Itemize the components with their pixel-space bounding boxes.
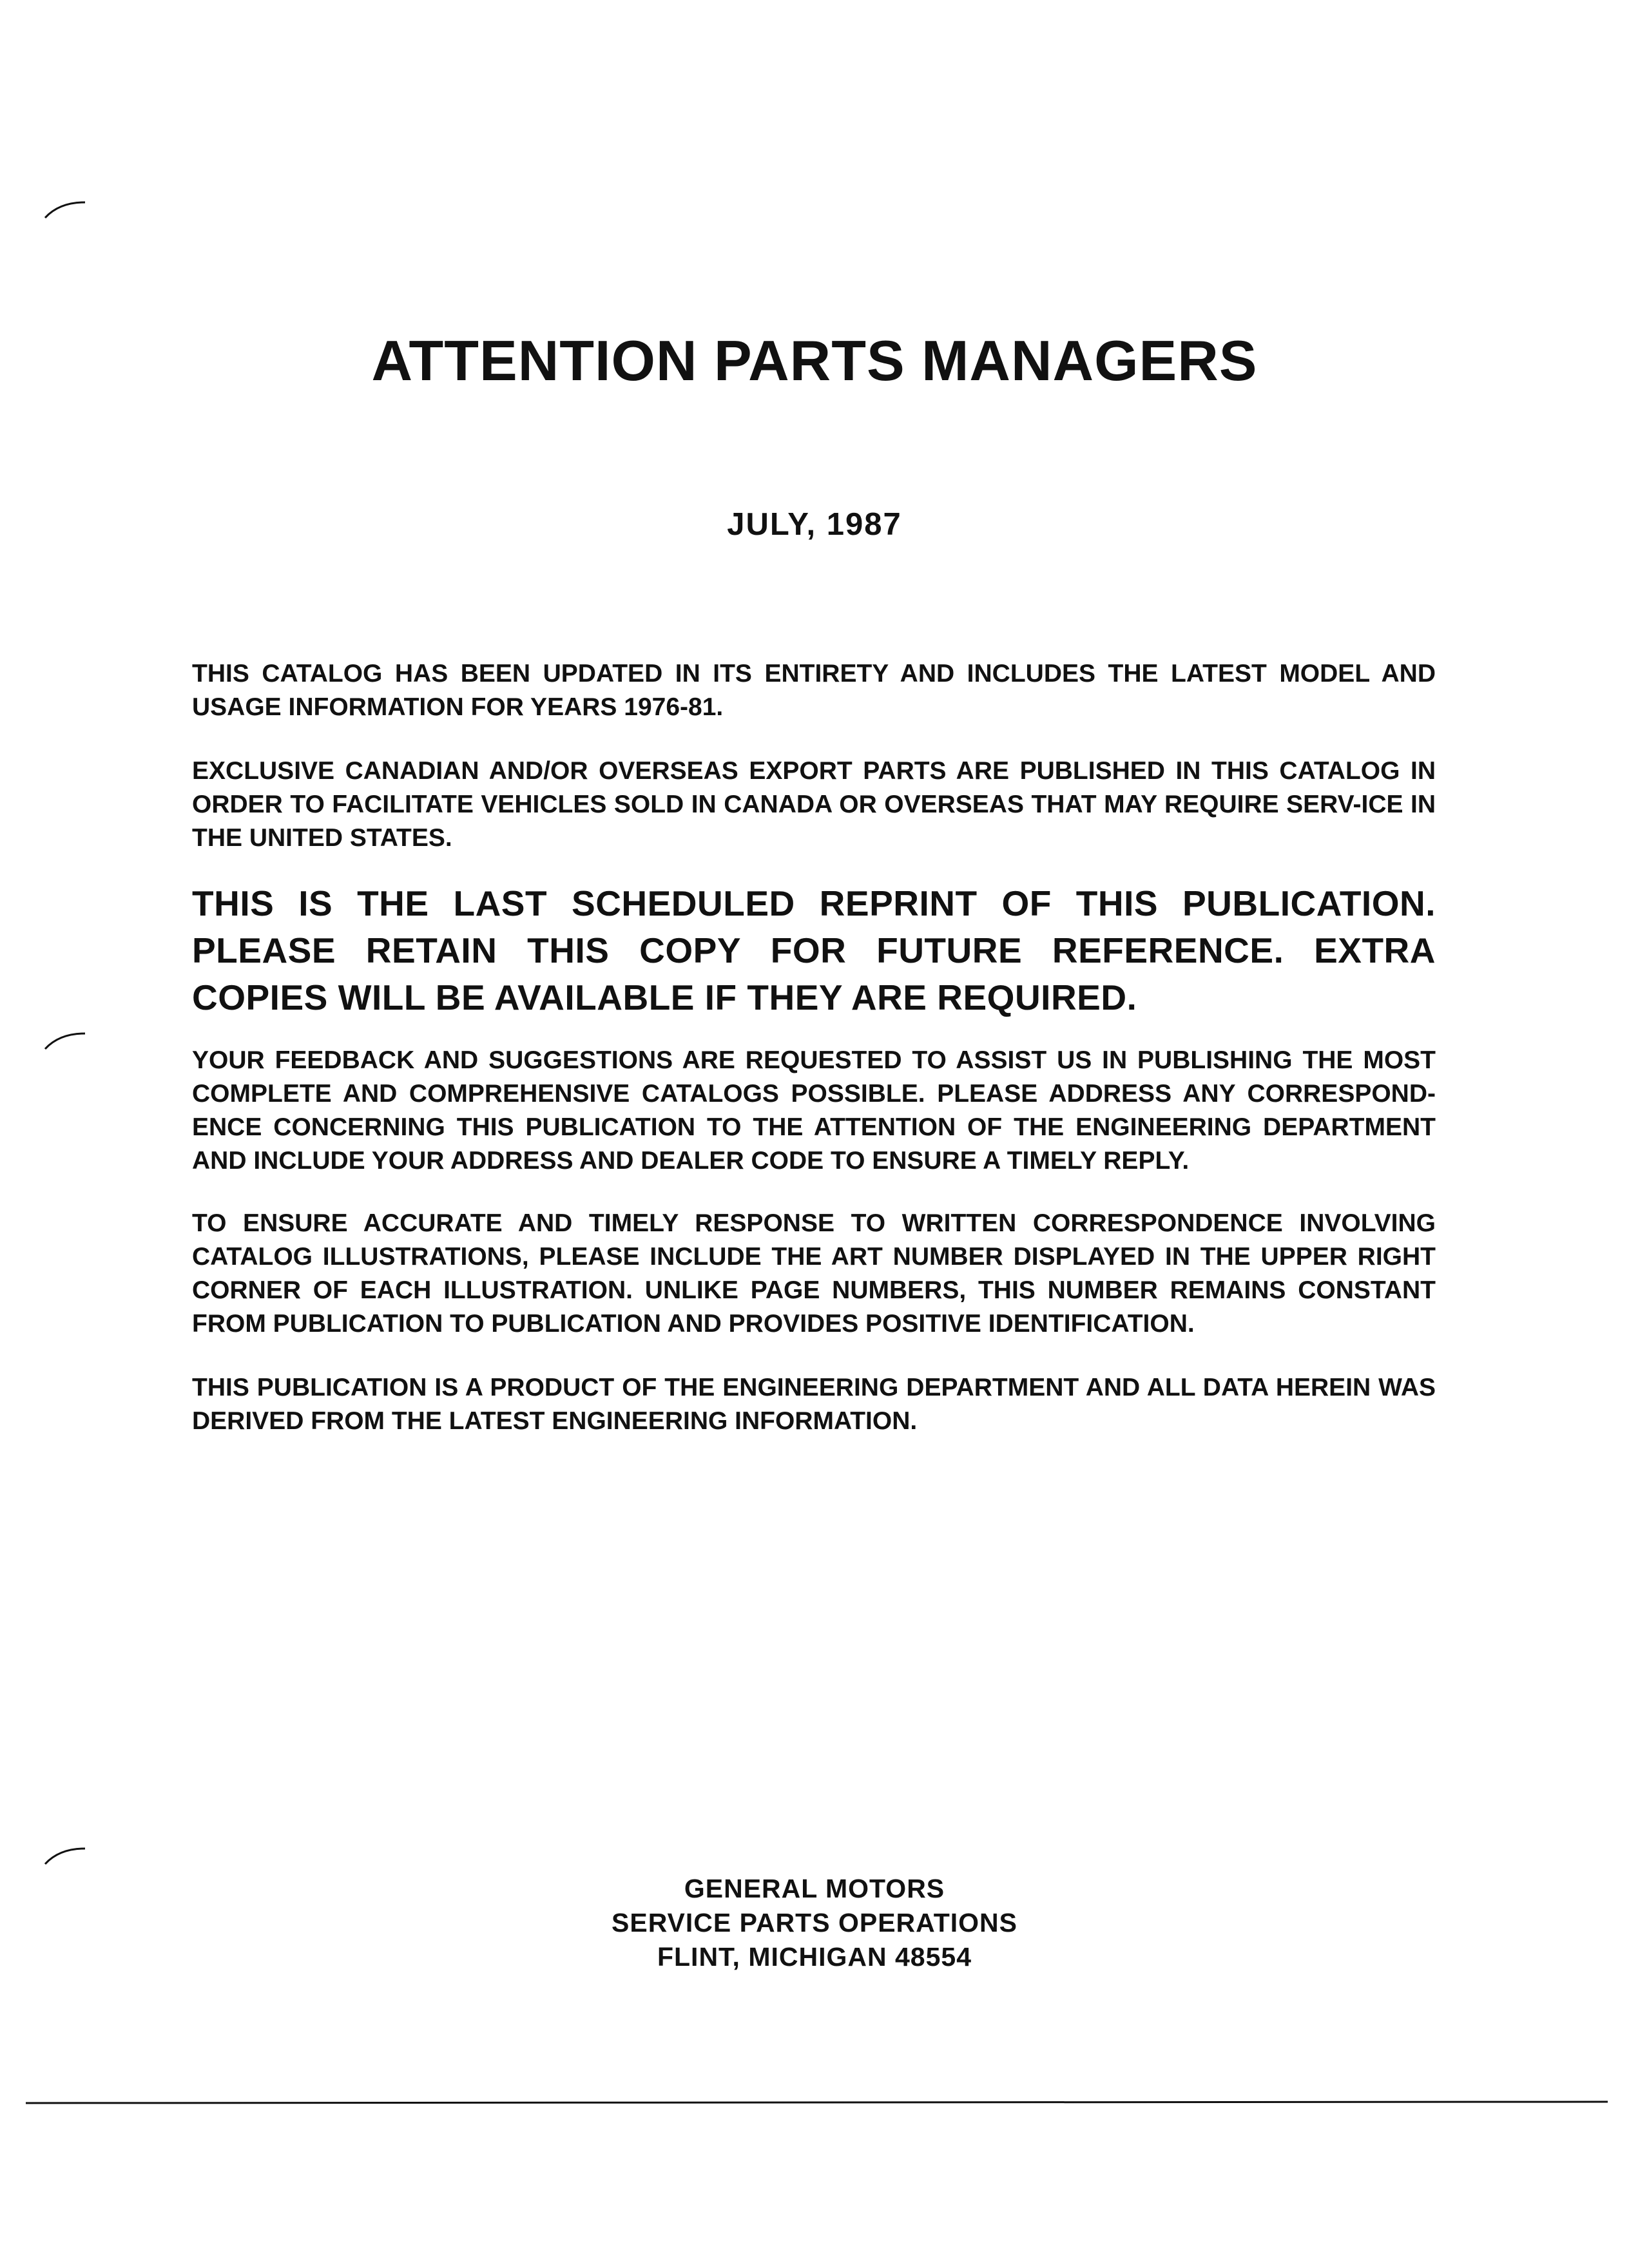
publisher-location: FLINT, MICHIGAN 48554 xyxy=(657,1942,972,1972)
publication-date: JULY, 1987 xyxy=(727,507,902,542)
page-title: ATTENTION PARTS MANAGERS xyxy=(371,329,1258,392)
paragraph-engineering-source: THIS PUBLICATION IS A PRODUCT OF THE ENGINEERING DEPARTMENT AND ALL DATA HEREIN WAS DERIVED FROM THE LATEST ENGINEERING INFORMATION. xyxy=(192,1374,1436,1435)
publisher-address-block xyxy=(0,1872,1629,1974)
publisher-name: GENERAL MOTORS xyxy=(684,1874,945,1903)
paragraph-art-number-instructions: TO ENSURE ACCURATE AND TIMELY RESPONSE TO WRITTEN CORRESPONDENCE INVOLVING CATALOG ILLUSTRATIONS, PLEASE INCLUDE THE ART NUMBER DISPLAYED IN THE UPPER RIGHT CORNER OF EACH ILLUSTRATION. UNLIKE PAGE NUMBERS, THIS NUMBER REMAINS CONSTANT FROM PUBLICATION TO PUBLICATION AND PROVIDES POSITIVE IDENTIFICATION. xyxy=(192,1209,1436,1338)
binder-hole-mark xyxy=(40,193,130,232)
publisher-department: SERVICE PARTS OPERATIONS xyxy=(612,1908,1017,1937)
paragraph-last-reprint-notice: THIS IS THE LAST SCHEDULED REPRINT OF THIS PUBLICATION. PLEASE RETAIN THIS COPY FOR FUTURE REFERENCE. EXTRA COPIES WILL BE AVAILABLE IF THEY ARE REQUIRED. xyxy=(192,883,1436,1017)
binder-hole-mark xyxy=(40,1024,130,1063)
paragraph-feedback-request: YOUR FEEDBACK AND SUGGESTIONS ARE REQUESTED TO ASSIST US IN PUBLISHING THE MOST COMPLETE AND COMPREHENSIVE CATALOGS POSSIBLE. PLEASE ADDRESS ANY CORRESPOND-ENCE CONCERNING THIS PUBLICATION TO THE ATTENTION OF THE ENGINEERING DEPARTMENT AND INCLUDE YOUR ADDRESS AND DEALER CODE TO ENSURE A TIMELY REPLY. xyxy=(192,1046,1436,1175)
paragraph-export-parts: EXCLUSIVE CANADIAN AND/OR OVERSEAS EXPORT PARTS ARE PUBLISHED IN THIS CATALOG IN ORDER TO FACILITATE VEHICLES SOLD IN CANADA OR OVERSEAS THAT MAY REQUIRE SERV-ICE IN THE UNITED STATES. xyxy=(192,757,1436,852)
paragraph-catalog-update: THIS CATALOG HAS BEEN UPDATED IN ITS ENTIRETY AND INCLUDES THE LATEST MODEL AND USAGE INFORMATION FOR YEARS 1976-81. xyxy=(192,660,1436,721)
bottom-rule-divider xyxy=(26,2099,1608,2107)
